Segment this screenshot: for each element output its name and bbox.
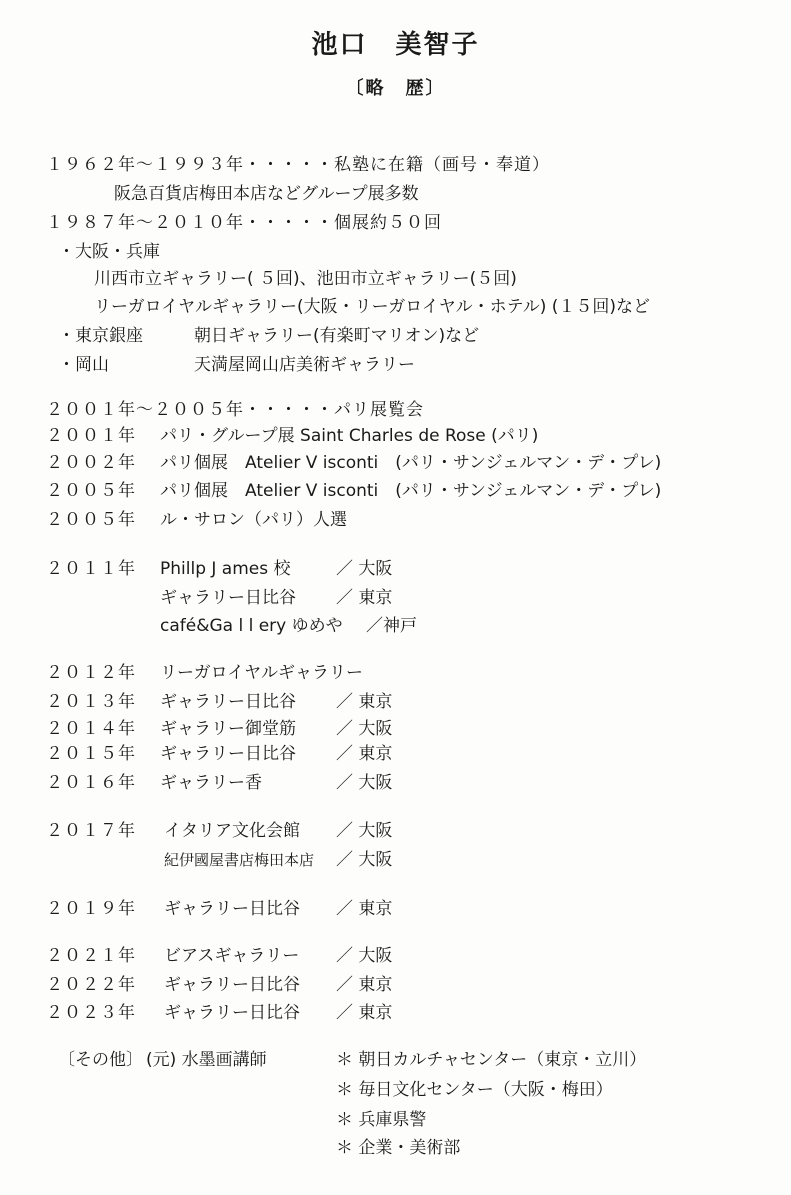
city-label: ／神戸 xyxy=(366,616,417,636)
year-label: ２０１４年 xyxy=(46,719,136,739)
year-label: ２０１６年 xyxy=(46,773,136,793)
history-line: １９８７年～２０１０年・・・・・個展約５０回 xyxy=(46,213,442,233)
other-role: (元) 水墨画講師 xyxy=(146,1050,267,1070)
history-line: 朝日ギャラリー(有楽町マリオン)など xyxy=(194,326,480,346)
venue-label: ギャラリー日比谷 xyxy=(160,744,296,764)
year-label: ２００２年 xyxy=(46,453,136,473)
history-line: ・岡山 xyxy=(58,355,109,375)
city-label: ／ 東京 xyxy=(336,899,393,919)
year-label: ２０１３年 xyxy=(46,692,136,712)
history-line: ２００１年～２００５年・・・・・パリ展覧会 xyxy=(46,400,424,420)
venue-label: ギャラリー日比谷 xyxy=(164,1003,300,1023)
year-label: ２０２１年 xyxy=(46,946,136,966)
other-item: ＊ 朝日カルチャセンター（東京・立川） xyxy=(336,1050,647,1070)
venue-label: リーガロイヤルギャラリー xyxy=(160,663,363,683)
history-line: 阪急百貨店梅田本店などグループ展多数 xyxy=(114,184,419,204)
history-line: パリ個展 Atelier V isconti (パリ・サンジェルマン・デ・プレ) xyxy=(160,453,662,473)
year-label: ２０１７年 xyxy=(46,821,136,841)
city-label: ／ 東京 xyxy=(336,1003,393,1023)
other-item: ＊ 毎日文化センター（大阪・梅田） xyxy=(336,1080,613,1100)
history-line: ・大阪・兵庫 xyxy=(58,242,160,262)
section-heading: 〔略 歴〕 xyxy=(345,78,446,99)
page-title: 池口 美智子 xyxy=(311,30,480,60)
city-label: ／ 大阪 xyxy=(336,946,393,966)
city-label: ／ 大阪 xyxy=(336,719,393,739)
venue-label: café&Ga l l ery ゆめや xyxy=(160,616,343,636)
history-line: 天満屋岡山店美術ギャラリー xyxy=(194,355,415,375)
history-line: パリ個展 Atelier V isconti (パリ・サンジェルマン・デ・プレ) xyxy=(160,481,662,501)
other-item: ＊ 企業・美術部 xyxy=(336,1138,461,1158)
venue-label: ギャラリー日比谷 xyxy=(160,692,296,712)
venue-label: ビアスギャラリー xyxy=(164,946,300,966)
city-label: ／ 大阪 xyxy=(336,559,393,579)
year-label: ２００５年 xyxy=(46,510,136,530)
venue-label: ギャラリー日比谷 xyxy=(164,975,300,995)
venue-label: ギャラリー香 xyxy=(160,773,262,793)
year-label: ２００１年 xyxy=(46,426,136,446)
year-label: ２０１９年 xyxy=(46,899,136,919)
history-line: ル・サロン（パリ）人選 xyxy=(160,510,347,530)
city-label: ／ 大阪 xyxy=(336,850,393,870)
year-label: ２０２２年 xyxy=(46,975,136,995)
city-label: ／ 東京 xyxy=(336,744,393,764)
history-line: パリ・グループ展 Saint Charles de Rose (パリ) xyxy=(160,426,539,446)
year-label: ２０１１年 xyxy=(46,559,136,579)
other-label: 〔その他〕 xyxy=(58,1050,143,1070)
history-line: 川西市立ギャラリー( ５回)、池田市立ギャラリー(５回) xyxy=(94,269,517,289)
year-label: ２０２３年 xyxy=(46,1003,136,1023)
city-label: ／ 東京 xyxy=(336,975,393,995)
venue-label: ギャラリー御堂筋 xyxy=(160,719,296,739)
history-line: １９６２年～１９９３年・・・・・私塾に在籍（画号・奉道） xyxy=(46,155,550,175)
year-label: ２０１５年 xyxy=(46,744,136,764)
venue-label: ギャラリー日比谷 xyxy=(160,588,296,608)
year-label: ２０１２年 xyxy=(46,663,136,683)
venue-label: イタリア文化会館 xyxy=(164,821,300,841)
city-label: ／ 東京 xyxy=(336,588,393,608)
city-label: ／ 大阪 xyxy=(336,821,393,841)
history-line: リーガロイヤルギャラリー(大阪・リーガロイヤル・ホテル) (１５回)など xyxy=(94,297,651,317)
venue-label: ギャラリー日比谷 xyxy=(164,899,300,919)
other-item: ＊ 兵庫県警 xyxy=(336,1110,427,1130)
city-label: ／ 大阪 xyxy=(336,773,393,793)
city-label: ／ 東京 xyxy=(336,692,393,712)
venue-label: 紀伊國屋書店梅田本店 xyxy=(164,851,315,869)
venue-label: Phillp J ames 校 xyxy=(160,559,291,579)
year-label: ２００５年 xyxy=(46,481,136,501)
history-line: ・東京銀座 xyxy=(58,326,143,346)
